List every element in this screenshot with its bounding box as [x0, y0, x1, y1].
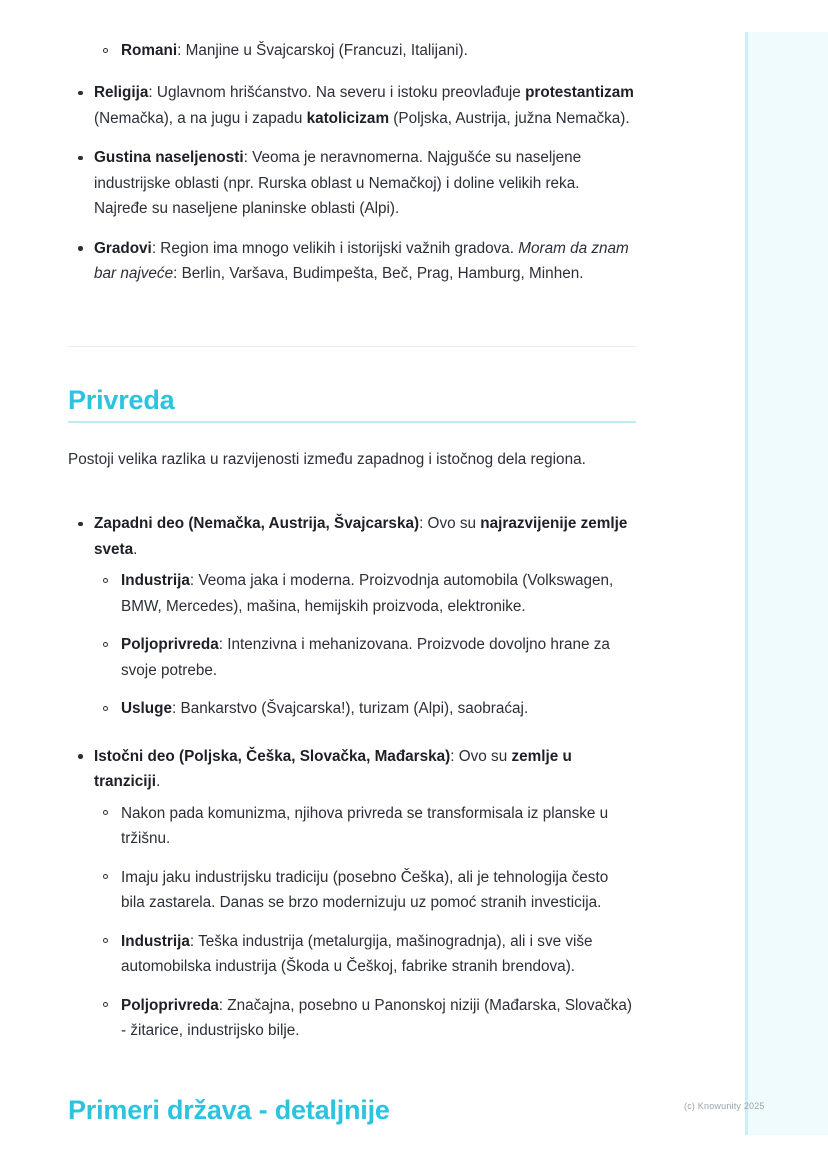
list-item-poljoprivreda-istok	[94, 993, 636, 1044]
list-item-text: : Manjine u Švajcarskoj (Francuzi, Italijani).	[177, 42, 468, 59]
heading-underline	[68, 421, 636, 423]
list-item-term: Poljoprivreda	[121, 996, 219, 1014]
copyright-watermark: (c) Knowunity 2025	[684, 1101, 765, 1111]
list-item-text-end: : Berlin, Varšava, Budimpešta, Beč, Prag, Hamburg, Minhen.	[173, 265, 584, 282]
emphasis-protestantizam: protestantizam	[525, 84, 634, 101]
emphasis-katolicizam: katolicizam	[306, 109, 390, 127]
page-title-privreda: Privreda	[68, 385, 175, 415]
list-item-text: : Ovo su	[419, 515, 481, 532]
section-divider-block	[0, 346, 704, 347]
list-item-industrija-istok	[94, 929, 636, 980]
list-item-zapadni-deo	[68, 511, 636, 722]
list-item-text: : Teška industrija (metalurgija, mašinogradnja), ali i sve više automobilska industrija (Škoda u Češkoj, fabrike stranih brendova).	[121, 932, 593, 975]
privreda-intro-block	[0, 447, 704, 473]
list-item-poljoprivreda-zapad	[94, 632, 636, 683]
list-item-text: : Ovo su	[450, 747, 512, 765]
list-item-text-cont: (Nemačka), a na jugu i zapadu	[94, 109, 307, 127]
list-item-text: : Uglavnom hrišćanstvo. Na severu i istoku preovlađuje	[148, 84, 526, 101]
population-list-block	[0, 80, 704, 301]
economy-list-block	[0, 511, 704, 1058]
population-list	[68, 80, 636, 287]
west-sublist	[94, 568, 636, 722]
next-section-heading-block	[0, 1094, 704, 1126]
list-item-industrijska-tradicija	[94, 865, 636, 916]
list-item-gustina-naseljenosti	[68, 145, 636, 222]
list-item-text-end: .	[133, 540, 138, 558]
list-item-text-end: .	[156, 773, 161, 790]
page-title-primeri-drzava: Primeri država - detaljnije	[68, 1095, 390, 1125]
list-item-term: Usluge	[121, 700, 172, 717]
list-item-term: Gustina naseljenosti	[94, 149, 244, 166]
list-item-text: : Veoma jaka i moderna. Proizvodnja automobila (Volkswagen, BMW, Mercedes), mašina, hemijskih proizvoda, elektronike.	[121, 572, 614, 615]
list-item-istocni-deo	[68, 744, 636, 1044]
emphasis-moram-da-znam: Moram da znam bar najveće	[94, 239, 629, 282]
economy-list	[68, 511, 636, 1044]
list-item-text: : Značajna, posebno u Panonskoj niziji (Mađarska, Slovačka) - žitarice, industrijsko bilje.	[121, 996, 632, 1039]
emphasis-zemlje-u-tranziciji: zemlje u tranziciji	[94, 747, 572, 790]
list-item-religija	[68, 80, 636, 131]
list-item-industrija-zapad	[94, 568, 636, 619]
list-item-term: Religija	[94, 84, 149, 101]
list-item-term: Zapadni deo (Nemačka, Austrija, Švajcarska)	[94, 515, 420, 532]
east-sublist	[94, 801, 636, 1044]
list-item-term: Poljoprivreda	[121, 636, 219, 653]
list-item-text: Nakon pada komunizma, njihova privreda se transformisala iz planske u tržišnu.	[121, 804, 609, 847]
right-decorative-panel	[745, 32, 828, 1135]
list-item-text-end: (Poljska, Austrija, južna Nemačka).	[389, 109, 630, 127]
intro-paragraph: Postoji velika razlika u razvijenosti između zapadnog i istočnog dela regiona.	[68, 451, 586, 468]
list-item-text: Imaju jaku industrijsku tradiciju (posebno Češka), ali je tehnologija često bila zastarela. Danas se brzo modernizuju uz pomoć stranih investicija.	[121, 868, 609, 911]
list-item-text: : Region ima mnogo velikih i istorijski važnih gradova.	[151, 239, 519, 257]
list-item-term: Istočni deo (Poljska, Češka, Slovačka, Mađarska)	[94, 747, 451, 765]
list-item-usluge-zapad	[94, 696, 636, 722]
list-item-gradovi	[68, 236, 636, 287]
list-item-text: : Veoma je neravnomerna. Najgušće su naseljene industrijske oblasti (npr. Rurska oblast u Nemačkoj) i doline velikih reka. Najređe su naseljene planinske oblasti (Alpi).	[94, 149, 582, 217]
horizontal-divider	[68, 346, 636, 347]
list-item-text: : Bankarstvo (Švajcarska!), turizam (Alpi), saobraćaj.	[172, 700, 529, 717]
list-item-term: Industrija	[121, 932, 190, 950]
emphasis-najrazvijenije: najrazvijenije zemlje sveta	[94, 515, 628, 558]
list-item	[68, 38, 636, 64]
list-item-term: Gradovi	[94, 239, 152, 257]
privreda-underline-block	[0, 421, 704, 423]
list-item-term: Romani	[121, 42, 178, 59]
list-item-text: : Intenzivna i mehanizovana. Proizvode dovoljno hrane za svoje potrebe.	[121, 636, 610, 679]
privreda-heading-block	[0, 384, 704, 416]
list-item-term: Industrija	[121, 572, 190, 589]
list-item-tranzicija-planska	[94, 801, 636, 852]
